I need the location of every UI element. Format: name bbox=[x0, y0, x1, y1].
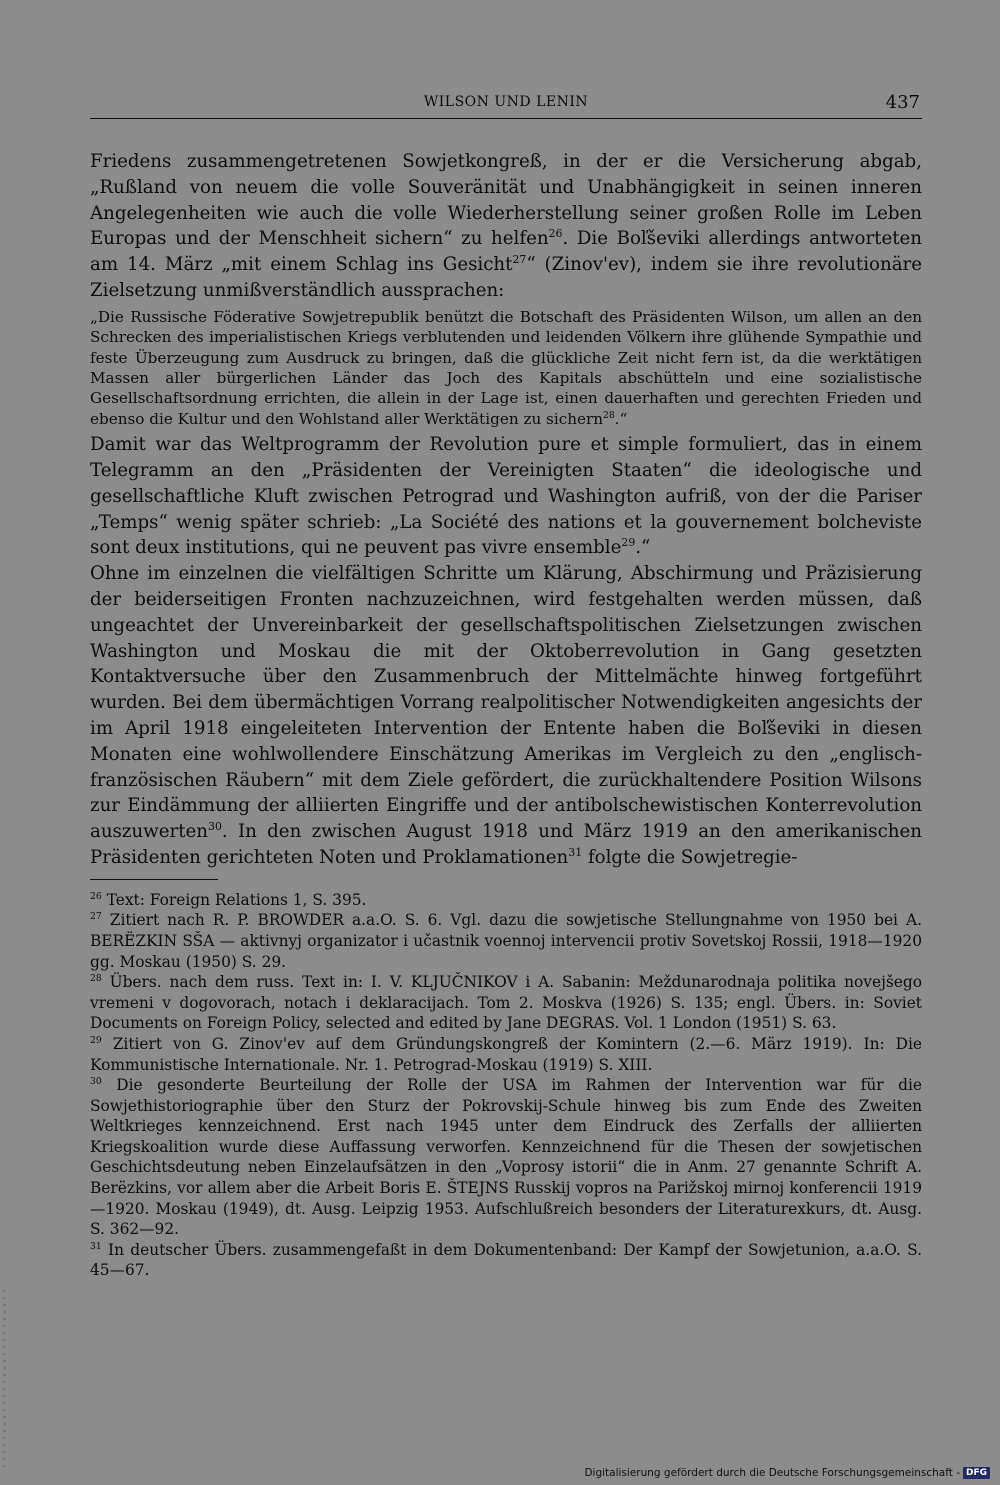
credit-text: Digitalisierung gefördert durch die Deutsche Forschungsgemeinschaft - bbox=[584, 1467, 960, 1479]
running-title: WILSON UND LENIN bbox=[423, 94, 589, 110]
paragraph-2: Damit war das Weltprogramm der Revolution pure et simple formuliert, das in einem Telegramm an den „Präsidenten der Vereinigten Staaten“ die ideologische und gesellschaftliche Kluft zwischen Petrograd und Washington aufriß, von der die Pariser „Temps“ wenig später schrieb: „La Société des nations et la gouvernement bolcheviste sont deux institutions, qui ne peuvent pas vivre ensemble$^{29}$.“ bbox=[90, 434, 922, 559]
footnote-divider bbox=[90, 879, 218, 880]
scan-edge-artifact bbox=[3, 1290, 6, 1470]
footnote-text: In deutscher Übers. zusammengefaßt in dem Dokumentenband: Der Kampf der Sowjetunion, a.a.O. S. 45—67. bbox=[90, 1240, 922, 1280]
book-page bbox=[90, 88, 922, 1281]
footnote-mark: 31 bbox=[90, 1240, 102, 1252]
footnote-26 bbox=[90, 890, 922, 911]
footnote-text: Zitiert nach R. P. BROWDER a.a.O. S. 6. Vgl. dazu die sowjetische Stellungnahme von 1950 bei A. BERËZKIN SŠA — aktivnyj organizator i učastnik voennoj intervencii protiv Sovetskoj Rossii, 1918—1920 gg. Moskau (1950) S. 29. bbox=[90, 911, 922, 971]
footnote-text: Zitiert von G. Zinov'ev auf dem Gründungskongreß der Komintern (2.—6. März 1919). In: Die Kommunistische Internationale. Nr. 1. Petrograd-Moskau (1919) S. XIII. bbox=[90, 1034, 922, 1074]
footnote-31 bbox=[90, 1240, 922, 1281]
page-number: 437 bbox=[885, 92, 920, 113]
page-header bbox=[90, 88, 922, 119]
footnote-ref-27[interactable]: 27 bbox=[512, 253, 527, 267]
footnote-mark: 26 bbox=[90, 890, 102, 902]
footnote-mark: 27 bbox=[90, 911, 102, 923]
footnote-28 bbox=[90, 972, 922, 1034]
block-quote: „Die Russische Föderative Sowjetrepublik benützt die Botschaft des Präsidenten Wilson, um allen an den Schrecken des imperialistischen Kriegs verblutenden und leidenden Völkern ihre glühende Sympathie und feste Überzeugung zum Ausdruck zu bringen, daß die glückliche Zeit nicht fern ist, da die werktätigen Massen aller bürgerlichen Länder das Joch des Kapitals abschütteln und eine sozialistische Gesellschaftsordnung errichten, die allein in der Lage ist, einen dauerhaften und gerechten Frieden und ebenso die Kultur und den Wohlstand aller Werktätigen zu sichern$^{28}$.“ bbox=[90, 307, 922, 428]
paragraph-3: Ohne im einzelnen die vielfältigen Schritte um Klärung, Abschirmung und Präzisierung der beiderseitigen Fronten nachzuzeichnen, wird festgehalten werden müssen, daß ungeachtet der Unvereinbarkeit der gesellschaftspolitischen Zielsetzungen zwischen Washington und Moskau die mit der Oktoberrevolution in Gang gesetzten Kontaktversuche über den Zusammenbruch der Mittelmächte hinweg fortgeführt wurden. Bei dem übermächtigen Vorrang realpolitischer Notwendigkeiten angesichts der im April 1918 eingeleiteten Intervention der Entente haben die Boľševiki in diesen Monaten eine wohlwollendere Einschätzung Amerikas im Vergleich zu den „englisch-französischen Räubern“ mit dem Ziele gefördert, die zurückhaltendere Position Wilsons zur Eindämmung der alliierten Eingriffe und der antibolschewistischen Konterrevolution auszuwerten$^{30}$. In den zwischen August 1918 und März 1919 an den amerikanischen Präsidenten gerichteten Noten und Proklamationen$^{31}$ folgte die Sowjetregie- bbox=[90, 563, 922, 868]
footnote-text: Die gesonderte Beurteilung der Rolle der USA im Rahmen der Intervention war für die Sowjethistoriographie über den Sturz der Pokrovskij-Schule hinweg bis zum Ende des Zweiten Weltkrieges kennzeichnend. Erst nach 1945 unter dem Eindruck des Zerfalls der alliierten Kriegskoalition wurde diese Auffassung verworfen. Kennzeichnend für die Thesen der sowjetischen Geschichtsdeutung neben Einzelaufsätzen in den „Voprosy istorii“ die in Anm. 27 genannte Schrift A. Berëzkins, vor allem aber die Arbeit Boris E. ŠTEJNS Russkij vopros na Parižskoj mirnoj konferencii 1919—1920. Moskau (1949), dt. Ausg. Leipzig 1953. Aufschlußreich besonders der Literaturexkurs, dt. Ausg. S. 362—92. bbox=[90, 1076, 922, 1239]
dfg-logo: DFG bbox=[963, 1467, 990, 1479]
footnote-ref-29[interactable]: 29 bbox=[621, 536, 636, 550]
footnote-mark: 29 bbox=[90, 1034, 102, 1046]
footnotes bbox=[90, 890, 922, 1281]
footnote-27 bbox=[90, 910, 922, 972]
footnote-text: Text: Foreign Relations 1, S. 395. bbox=[101, 890, 367, 909]
digitization-credit bbox=[584, 1467, 990, 1479]
footnote-29 bbox=[90, 1034, 922, 1075]
footnote-mark: 30 bbox=[90, 1075, 102, 1087]
footnote-ref-30[interactable]: 30 bbox=[208, 820, 222, 834]
paragraph-1: Friedens zusammengetretenen Sowjetkongreß, in der er die Versicherung abgab, „Rußland von neuem die volle Souveränität und Unabhängigkeit in seinen inneren Angelegenheiten wie auch die volle Wiederherstellung seiner großen Rolle im Leben Europas und der Menschheit sichern“ zu helfen$^{26}$. Die Boľševiki allerdings antworteten am 14. März „mit einem Schlag ins Gesicht$^{27}$“ (Zinov'ev), indem sie ihre revolutionäre Zielsetzung unmißverständlich aussprachen: bbox=[90, 151, 923, 301]
footnote-ref-28[interactable]: 28 bbox=[603, 410, 615, 421]
footnote-mark: 28 bbox=[90, 973, 102, 985]
footnote-text: Übers. nach dem russ. Text in: I. V. KLJUČNIKOV i A. Sabanin: Meždunarodnaja politika novejšego vremeni v dogovorach, notach i deklaracijach. Tom 2. Moskva (1926) S. 135; engl. Übers. in: Soviet Documents on Foreign Policy, selected and edited by Jane DEGRAS. Vol. 1 London (1951) S. 63. bbox=[90, 973, 922, 1033]
footnote-30 bbox=[90, 1075, 922, 1240]
main-text bbox=[90, 149, 922, 871]
footnote-ref-26[interactable]: 26 bbox=[548, 227, 563, 241]
footnote-ref-31[interactable]: 31 bbox=[568, 845, 583, 859]
